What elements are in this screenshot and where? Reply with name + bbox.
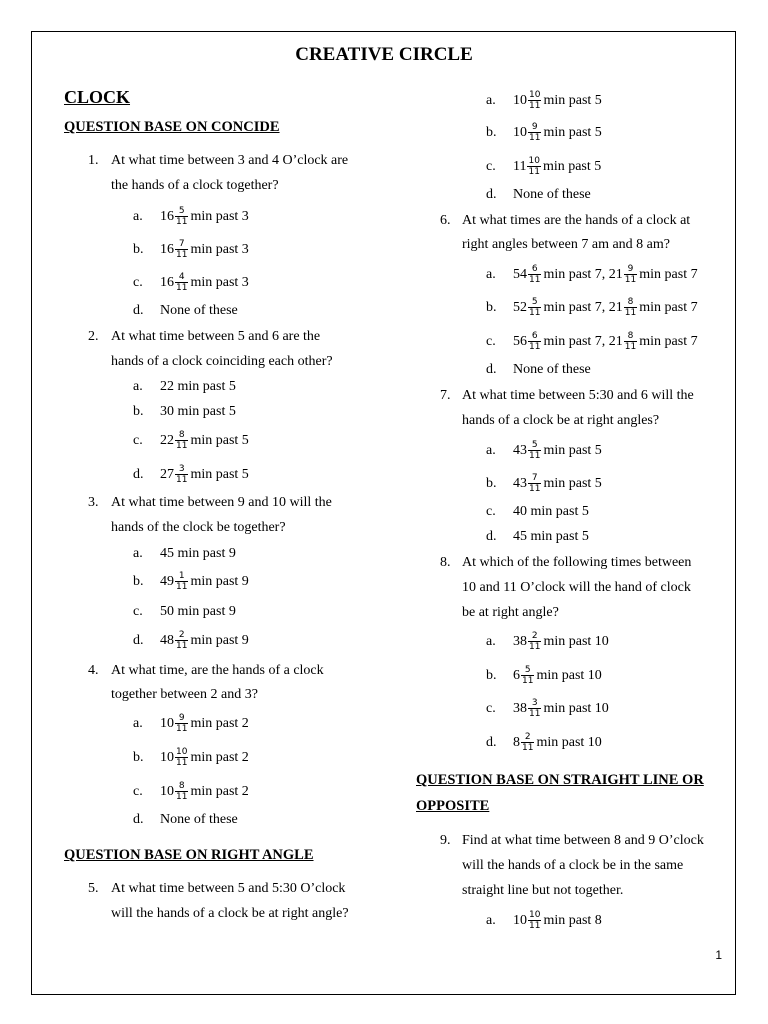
fraction: [528, 90, 541, 111]
option-value: 43: [513, 475, 527, 491]
option-text: min past 5: [543, 124, 602, 140]
q3-line1: At what time between 9 and 10 will the: [111, 495, 332, 510]
q9-line2: will the hands of a clock be in the same: [462, 858, 684, 873]
q8-line1: At which of the following times between: [462, 555, 692, 570]
fraction-numerator: 6: [531, 264, 538, 274]
option-letter: c.: [133, 274, 143, 290]
option-letter: a.: [486, 442, 496, 458]
q6-option: [486, 264, 698, 285]
option-value: 22 min past 5: [160, 379, 236, 394]
fraction: [527, 156, 540, 177]
q8-option: [486, 631, 609, 652]
fraction: [175, 272, 188, 293]
option-value: 10: [160, 783, 174, 799]
fraction-denominator: 11: [176, 724, 188, 734]
fraction-denominator: 11: [522, 743, 534, 753]
option-value: 10: [513, 124, 527, 140]
option-value: 40 min past 5: [513, 504, 589, 519]
option-letter: c.: [486, 158, 496, 174]
fraction: [175, 630, 188, 651]
q2-line1: At what time between 5 and 6 are the: [111, 329, 321, 344]
fraction-denominator: 11: [176, 641, 188, 651]
fraction-numerator: 9: [178, 713, 185, 723]
fraction: [528, 910, 541, 931]
q8-option: [486, 732, 602, 753]
q9-line3: straight line but not together.: [462, 883, 624, 898]
page-number: 1: [715, 948, 722, 962]
q7-line2: hands of a clock be at right angles?: [462, 413, 660, 428]
option-letter: c.: [133, 432, 143, 448]
q8-line2: 10 and 11 O’clock will the hand of clock: [462, 580, 691, 595]
option-text: min past 10: [536, 734, 602, 750]
option-letter: b.: [486, 124, 497, 140]
q5-option: [486, 90, 602, 111]
option-text: min past 5: [543, 442, 602, 458]
q1-line1: At what time between 3 and 4 O’clock are: [111, 153, 349, 168]
option-value: 52: [513, 299, 527, 315]
q2-option: [133, 404, 236, 420]
option-text: min past 9: [190, 573, 249, 589]
option-value: None of these: [513, 362, 591, 377]
option-value: 38: [513, 700, 527, 716]
fraction-denominator: 11: [176, 582, 188, 592]
option-letter: c.: [133, 783, 143, 799]
option-value: 8: [513, 734, 520, 750]
option-value: 10: [513, 92, 527, 108]
option-letter: a.: [133, 379, 143, 394]
option-text: min past 10: [543, 633, 609, 649]
option-letter: a.: [133, 208, 143, 224]
fraction: [175, 239, 188, 260]
option-letter: b.: [133, 573, 144, 589]
fraction: [528, 297, 541, 318]
heading-straight-line: QUESTION BASE ON STRAIGHT LINE OR: [416, 772, 704, 788]
fraction: [175, 464, 188, 485]
option-value: 10: [513, 912, 527, 928]
fraction-denominator: 11: [176, 792, 188, 802]
q3-number: 3.: [88, 495, 99, 510]
q4-line1: At what time, are the hands of a clock: [111, 663, 324, 678]
fraction-denominator: 11: [176, 475, 188, 485]
heading-right-angle: QUESTION BASE ON RIGHT ANGLE: [64, 847, 314, 863]
fraction-denominator: 11: [529, 451, 541, 461]
option-text: min past 3: [190, 274, 249, 290]
fraction: [175, 713, 188, 734]
option-value: 50 min past 9: [160, 604, 236, 619]
option-letter: a.: [486, 633, 496, 649]
option-value: 27: [160, 466, 174, 482]
option-text: min past 5: [543, 92, 602, 108]
fraction-denominator: 11: [529, 709, 541, 719]
q3-option: [133, 604, 236, 620]
fraction-denominator: 11: [529, 275, 541, 285]
heading-concide: QUESTION BASE ON CONCIDE: [64, 119, 280, 135]
q2-number: 2.: [88, 329, 99, 344]
option-text: min past 7, 21: [543, 266, 623, 282]
q1-number: 1.: [88, 153, 99, 168]
q6-number: 6.: [440, 213, 451, 228]
fraction-denominator: 11: [176, 283, 188, 293]
q5-number: 5.: [88, 881, 99, 896]
fraction: [175, 571, 188, 592]
q3-option: [133, 630, 249, 651]
fraction: [528, 698, 541, 719]
fraction: [528, 264, 541, 285]
fraction: [521, 732, 534, 753]
fraction: [528, 122, 541, 143]
q9-line1: Find at what time between 8 and 9 O’clock: [462, 833, 704, 848]
option-value: 45 min past 5: [513, 529, 589, 544]
fraction: [624, 331, 637, 352]
q5-option: [486, 156, 601, 177]
option-value: 48: [160, 632, 174, 648]
option-text: min past 7, 21: [543, 299, 623, 315]
q3-option: [133, 546, 236, 562]
fraction-denominator: 11: [176, 441, 188, 451]
fraction-denominator: 11: [528, 167, 540, 177]
fraction-denominator: 11: [529, 133, 541, 143]
option-value: 45 min past 9: [160, 546, 236, 561]
fraction-denominator: 11: [176, 758, 188, 768]
option-letter: d.: [133, 632, 144, 648]
fraction-denominator: 11: [529, 484, 541, 494]
fraction-numerator: 5: [524, 665, 531, 675]
heading-clock: CLOCK: [64, 87, 131, 107]
fraction-numerator: 10: [176, 747, 188, 757]
fraction-numerator: 4: [178, 272, 185, 282]
fraction: [528, 331, 541, 352]
q4-option: [133, 747, 249, 768]
option-text: min past 5: [543, 475, 602, 491]
option-value: 6: [513, 667, 520, 683]
option-value: 11: [513, 158, 527, 174]
q5-option: [486, 187, 591, 203]
q6-option: [486, 362, 591, 378]
q7-line1: At what time between 5:30 and 6 will the: [462, 388, 694, 403]
fraction-numerator: 3: [531, 698, 538, 708]
heading-straight-line-cont: OPPOSITE: [416, 798, 490, 814]
fraction-numerator: 9: [627, 264, 634, 274]
option-text: min past 5: [190, 466, 249, 482]
q4-option: [133, 781, 249, 802]
q1-option: [133, 206, 249, 227]
q7-option: [486, 440, 602, 461]
fraction-numerator: 10: [528, 156, 540, 166]
option-text: min past 5: [542, 158, 602, 174]
option-value: None of these: [160, 812, 238, 827]
option-text: min past 7, 21: [543, 333, 623, 349]
fraction-denominator: 11: [529, 921, 541, 931]
q6-line2: right angles between 7 am and 8 am?: [462, 237, 670, 252]
option-value: 43: [513, 442, 527, 458]
page-title: CREATIVE CIRCLE: [295, 44, 473, 65]
fraction-denominator: 11: [529, 308, 541, 318]
q1-option: [133, 239, 249, 260]
fraction-denominator: 11: [624, 342, 637, 352]
option-letter: a.: [133, 715, 143, 731]
option-text: min past 5: [190, 432, 249, 448]
option-text: min past 9: [190, 632, 249, 648]
option-value: 10: [160, 749, 174, 765]
q5-option: [486, 122, 602, 143]
option-letter: b.: [486, 475, 497, 491]
option-text: min past 2: [190, 715, 249, 731]
fraction: [521, 665, 534, 686]
option-letter: d.: [133, 466, 144, 482]
option-text: min past 8: [543, 912, 602, 928]
q9-number: 9.: [440, 833, 451, 848]
fraction-numerator: 10: [529, 910, 541, 920]
option-letter: b.: [133, 241, 144, 257]
fraction-numerator: 8: [627, 331, 634, 341]
fraction: [175, 747, 188, 768]
fraction-denominator: 11: [529, 342, 541, 352]
q2-line2: hands of a clock coinciding each other?: [111, 354, 333, 369]
q1-option: [133, 303, 238, 319]
option-text: min past 2: [190, 749, 249, 765]
fraction-numerator: 7: [531, 473, 538, 483]
fraction-numerator: 9: [531, 122, 538, 132]
fraction-numerator: 6: [531, 331, 538, 341]
option-letter: c.: [486, 333, 496, 349]
option-letter: d.: [486, 187, 497, 202]
fraction: [528, 631, 541, 652]
q3-option: [133, 571, 249, 592]
q7-number: 7.: [440, 388, 451, 403]
fraction-numerator: 8: [178, 781, 185, 791]
option-letter: b.: [133, 404, 144, 419]
option-text: min past 3: [190, 241, 249, 257]
fraction: [175, 430, 188, 451]
q8-option: [486, 698, 609, 719]
q5-line2: will the hands of a clock be at right angle?: [111, 906, 349, 921]
option-letter: b.: [486, 299, 497, 315]
fraction-denominator: 11: [624, 275, 637, 285]
fraction: [624, 297, 637, 318]
fraction: [528, 440, 541, 461]
q7-option: [486, 529, 589, 545]
option-text: min past 3: [190, 208, 249, 224]
option-text: min past 2: [190, 783, 249, 799]
option-value: 22: [160, 432, 174, 448]
option-letter: b.: [133, 749, 144, 765]
option-letter: a.: [486, 92, 496, 108]
option-text: min past 7: [639, 266, 698, 282]
q2-option: [133, 464, 249, 485]
fraction-numerator: 8: [178, 430, 185, 440]
q4-option: [133, 812, 238, 828]
option-text: min past 10: [536, 667, 602, 683]
fraction-numerator: 2: [178, 630, 185, 640]
q7-option: [486, 504, 589, 520]
q1-option: [133, 272, 249, 293]
option-letter: a.: [486, 912, 496, 928]
option-letter: c.: [486, 700, 496, 716]
fraction-denominator: 11: [522, 676, 534, 686]
option-value: None of these: [513, 187, 591, 202]
option-letter: c.: [133, 604, 143, 619]
q2-option: [133, 379, 236, 395]
option-letter: d.: [486, 529, 497, 544]
q6-line1: At what times are the hands of a clock at: [462, 213, 691, 228]
q2-option: [133, 430, 249, 451]
option-letter: d.: [486, 362, 497, 377]
fraction: [624, 264, 637, 285]
q6-option: [486, 297, 698, 318]
fraction-numerator: 8: [627, 297, 634, 307]
option-letter: b.: [486, 667, 497, 683]
fraction-numerator: 3: [178, 464, 185, 474]
option-text: min past 7: [639, 299, 698, 315]
fraction: [175, 781, 188, 802]
fraction-denominator: 11: [176, 250, 188, 260]
fraction-numerator: 5: [531, 440, 538, 450]
q8-number: 8.: [440, 555, 451, 570]
q3-line2: hands of the clock be together?: [111, 520, 286, 535]
option-letter: c.: [486, 504, 496, 519]
fraction-denominator: 11: [176, 217, 188, 227]
option-value: 38: [513, 633, 527, 649]
fraction-numerator: 2: [524, 732, 531, 742]
fraction-numerator: 5: [531, 297, 538, 307]
q7-option: [486, 473, 602, 494]
q4-option: [133, 713, 249, 734]
q5-line1: At what time between 5 and 5:30 O’clock: [111, 881, 346, 896]
option-value: 16: [160, 274, 174, 290]
option-letter: d.: [486, 734, 497, 750]
option-value: 49: [160, 573, 174, 589]
q4-line2: together between 2 and 3?: [111, 687, 258, 702]
option-text: min past 10: [543, 700, 609, 716]
option-value: 56: [513, 333, 527, 349]
option-value: 16: [160, 208, 174, 224]
q8-option: [486, 665, 602, 686]
option-letter: d.: [133, 303, 144, 318]
fraction-numerator: 7: [178, 239, 185, 249]
fraction: [175, 206, 188, 227]
q4-number: 4.: [88, 663, 99, 678]
fraction-denominator: 11: [624, 308, 637, 318]
option-text: min past 7: [639, 333, 698, 349]
fraction: [528, 473, 541, 494]
q1-line2: the hands of a clock together?: [111, 178, 279, 193]
option-value: None of these: [160, 303, 238, 318]
option-letter: d.: [133, 812, 144, 827]
fraction-numerator: 5: [178, 206, 185, 216]
option-value: 10: [160, 715, 174, 731]
option-letter: a.: [133, 546, 143, 561]
q8-line3: be at right angle?: [462, 605, 559, 620]
fraction-denominator: 11: [529, 642, 541, 652]
option-value: 16: [160, 241, 174, 257]
fraction-numerator: 10: [529, 90, 541, 100]
fraction-numerator: 2: [531, 631, 538, 641]
option-letter: a.: [486, 266, 496, 282]
fraction-numerator: 1: [178, 571, 185, 581]
option-value: 30 min past 5: [160, 404, 236, 419]
q6-option: [486, 331, 698, 352]
option-value: 54: [513, 266, 527, 282]
q9-option: [486, 910, 602, 931]
fraction-denominator: 11: [529, 101, 541, 111]
